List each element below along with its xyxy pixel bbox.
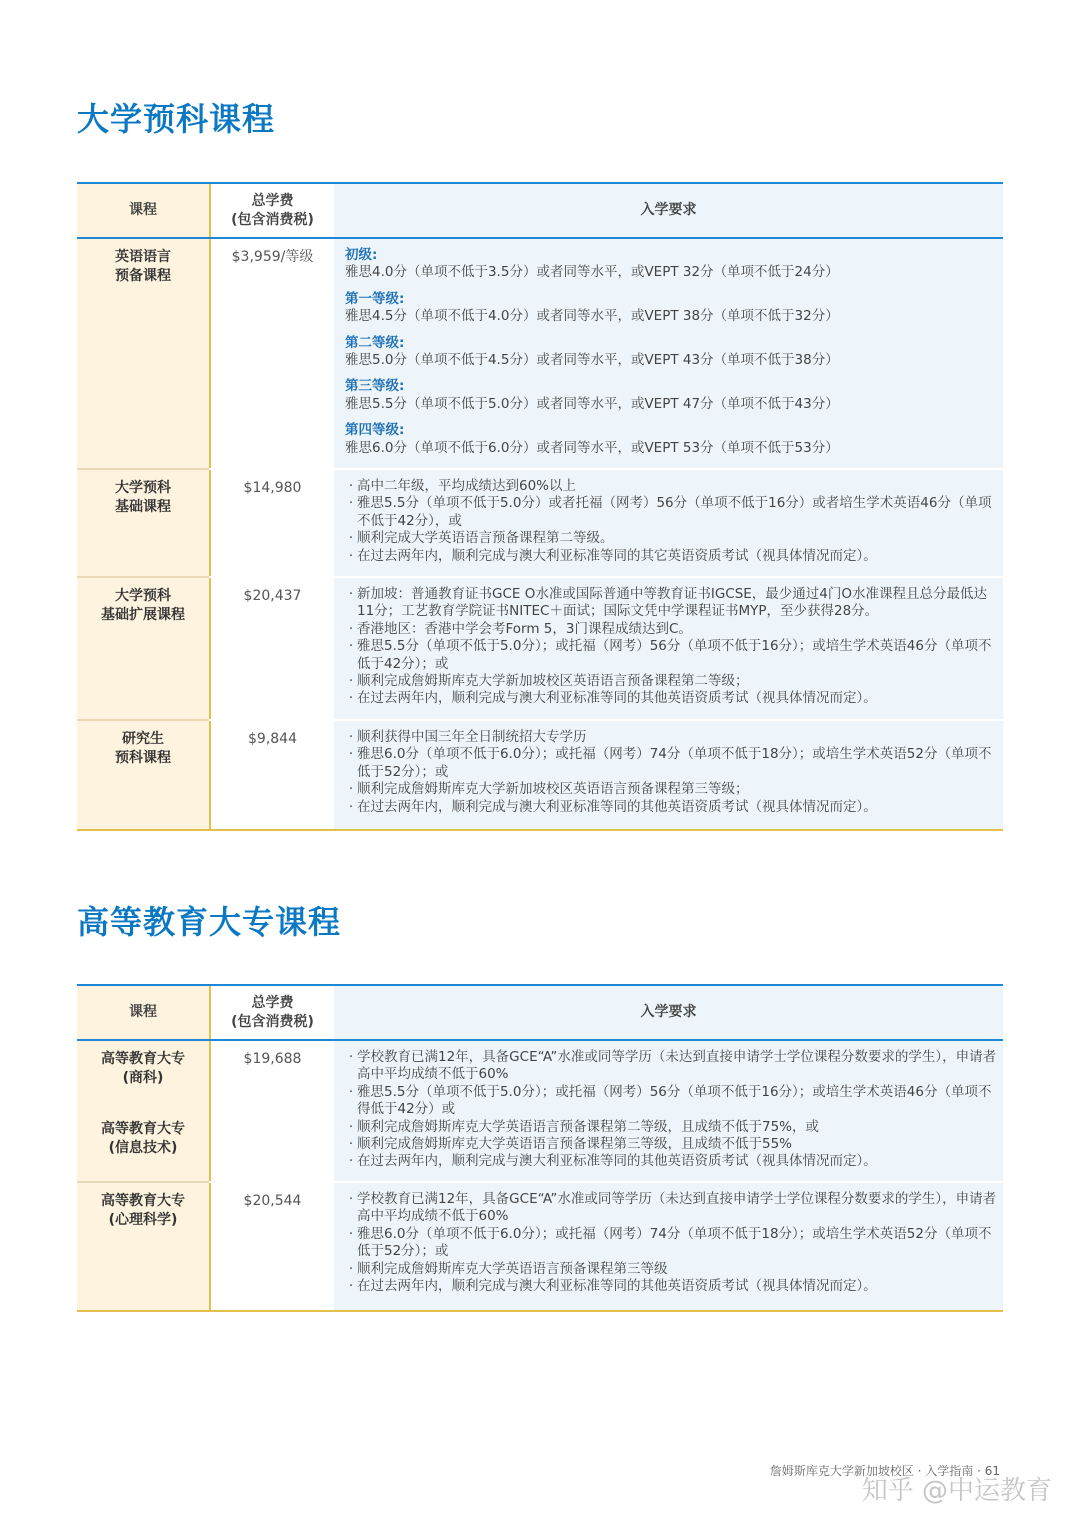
level-text: 雅思4.0分（单项不低于3.5分）或者同等水平，或VEPT 32分（单项不低于24分） <box>345 264 839 281</box>
table-row <box>77 1183 1003 1308</box>
watermark: 知乎 @中运教育 <box>861 1476 1052 1506</box>
requirement-item: · 在过去两年内，顺利完成与澳大利亚标准等同的其他英语资质考试（视具体情况而定）。 <box>345 799 997 816</box>
section-title-diploma: 高等教育大专课程 <box>77 903 342 941</box>
requirement-item: · 顺利获得中国三年全日制统招大专学历 <box>345 729 997 746</box>
section-title-foundation: 大学预科课程 <box>77 100 276 138</box>
diploma-table <box>77 984 1003 1312</box>
course-fee: $3,959/等级 <box>231 249 314 265</box>
table-row <box>77 239 1003 468</box>
course-requirements <box>345 729 997 816</box>
requirement-item: · 雅思5.5分（单项不低于5.0分）或者托福（网考）56分（单项不低于16分）或者培生学术英语46分（单项不低于42分），或 <box>345 495 997 530</box>
course-name: 高等教育大专 (信息技术) <box>101 1121 185 1156</box>
course-name: 高等教育大专 (商科) <box>101 1051 185 1086</box>
table-row <box>77 470 1003 576</box>
requirement-item: · 在过去两年内，顺利完成与澳大利亚标准等同的其他英语资质考试（视具体情况而定）。 <box>345 690 997 707</box>
course-fee: $14,980 <box>243 480 302 496</box>
course-requirements <box>345 1191 997 1295</box>
header-fee: 总学费 (包含消费税) <box>211 184 334 237</box>
footer-page-reference: 詹姆斯库克大学新加坡校区 · 入学指南 · 61 <box>769 1464 1000 1478</box>
level-text: 雅思5.0分（单项不低于4.5分）或者同等水平，或VEPT 43分（单项不低于38分） <box>345 352 839 369</box>
requirement-item: · 高中二年级，平均成绩达到60%以上 <box>345 478 997 495</box>
table-header <box>77 986 1003 1041</box>
course-fee: $19,688 <box>243 1051 302 1067</box>
requirement-item: · 顺利完成詹姆斯库克大学英语语言预备课程第二等级，且成绩不低于75%，或 <box>345 1119 997 1136</box>
course-fee: $9,844 <box>248 731 297 747</box>
course-name: 研究生 预科课程 <box>115 731 171 766</box>
level-label: 初级: <box>345 247 378 263</box>
course-requirements <box>345 478 997 565</box>
requirement-item: · 顺利完成詹姆斯库克大学新加坡校区英语语言预备课程第三等级； <box>345 781 997 798</box>
course-name: 大学预科 基础扩展课程 <box>101 588 185 623</box>
header-requirements: 入学要求 <box>334 184 1003 237</box>
table-row <box>77 578 1003 719</box>
requirement-item: · 在过去两年内，顺利完成与澳大利亚标准等同的其他英语资质考试（视具体情况而定）。 <box>345 1153 997 1170</box>
requirement-item: · 学校教育已满12年，具备GCE“A”水准或同等学历（未达到直接申请学士学位课程分数要求的学生），申请者高中平均成绩不低于60% <box>345 1191 997 1226</box>
requirement-item: · 在过去两年内，顺利完成与澳大利亚标准等同的其它英语资质考试（视具体情况而定）。 <box>345 548 997 565</box>
course-name: 大学预科 基础课程 <box>115 480 171 515</box>
requirement-item: · 雅思6.0分（单项不低于6.0分）；或托福（网考）74分（单项不低于18分）；或培生学术英语52分（单项不低于52分）；或 <box>345 746 997 781</box>
level-text: 雅思5.5分（单项不低于5.0分）或者同等水平，或VEPT 47分（单项不低于43分） <box>345 395 839 412</box>
course-fee: $20,544 <box>243 1193 302 1209</box>
requirement-item: · 雅思5.5分（单项不低于5.0分）；或托福（网考）56分（单项不低于16分）；或培生学术英语46分（单项不低于42分）；或 <box>345 638 997 673</box>
header-course: 课程 <box>77 986 209 1039</box>
requirement-item: · 雅思5.5分（单项不低于5.0分）；或托福（网考）56分（单项不低于16分）；或培生学术英语46分（单项不得低于42分）或 <box>345 1084 997 1119</box>
course-fee: $20,437 <box>243 588 302 604</box>
requirement-item: · 顺利完成詹姆斯库克大学英语语言预备课程第三等级 <box>345 1261 997 1278</box>
requirement-item: · 新加坡：普通教育证书GCE O水准或国际普通中等教育证书IGCSE，最少通过4门O水准课程且总分最低达11分；工艺教育学院证书NITEC＋面试；国际文凭中学课程证书MYP，至少获得28分。 <box>345 586 997 621</box>
requirement-item: · 在过去两年内，顺利完成与澳大利亚标准等同的其他英语资质考试（视具体情况而定）。 <box>345 1278 997 1295</box>
course-requirements <box>345 1049 997 1171</box>
header-requirements: 入学要求 <box>334 986 1003 1039</box>
header-course: 课程 <box>77 184 209 237</box>
level-label: 第三等级: <box>345 378 405 395</box>
course-name: 高等教育大专 (心理科学) <box>101 1193 185 1228</box>
table-row <box>77 721 1003 827</box>
requirement-item: · 顺利完成大学英语语言预备课程第二等级。 <box>345 530 997 547</box>
header-fee: 总学费 (包含消费税) <box>211 986 334 1039</box>
requirement-item: · 顺利完成詹姆斯库克大学新加坡校区英语语言预备课程第二等级； <box>345 673 997 690</box>
table-row <box>77 1041 1003 1181</box>
course-requirements <box>345 586 997 708</box>
requirement-item: · 香港地区：香港中学会考Form 5，3门课程成绩达到C。 <box>345 621 997 638</box>
level-label: 第二等级: <box>345 334 405 351</box>
level-label: 第一等级: <box>345 290 405 307</box>
level-label: 第四等级: <box>345 422 405 439</box>
requirement-item: · 学校教育已满12年，具备GCE“A”水准或同等学历（未达到直接申请学士学位课程分数要求的学生），申请者高中平均成绩不低于60% <box>345 1049 997 1084</box>
requirement-item: · 顺利完成詹姆斯库克大学英语语言预备课程第三等级，且成绩不低于55% <box>345 1136 997 1153</box>
table-header <box>77 184 1003 239</box>
level-text: 雅思6.0分（单项不低于6.0分）或者同等水平，或VEPT 53分（单项不低于53分） <box>345 439 839 456</box>
requirement-item: · 雅思6.0分（单项不低于6.0分）；或托福（网考）74分（单项不低于18分）；或培生学术英语52分（单项不低于52分）；或 <box>345 1226 997 1261</box>
level-text: 雅思4.5分（单项不低于4.0分）或者同等水平，或VEPT 38分（单项不低于32分） <box>345 308 839 325</box>
foundation-table <box>77 182 1003 831</box>
course-requirements <box>345 247 997 466</box>
course-name: 英语语言 预备课程 <box>115 249 171 284</box>
